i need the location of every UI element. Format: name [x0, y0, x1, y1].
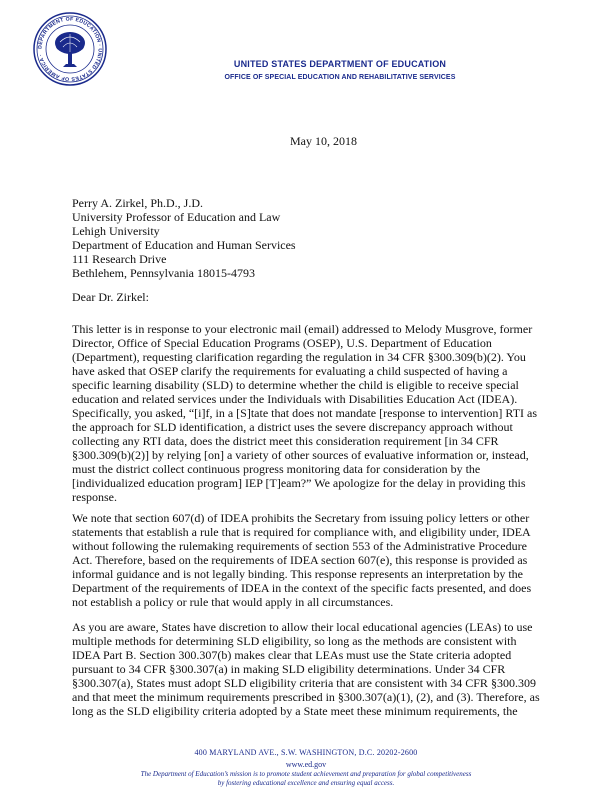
recipient-line: 111 Research Drive — [72, 252, 167, 266]
salutation: Dear Dr. Zirkel: — [72, 290, 149, 304]
recipient-line: University Professor of Education and Law — [72, 210, 281, 224]
paragraph-line: without following the rulemaking requirements of section 553 of the Administrative Procedure — [72, 539, 527, 553]
paragraph-line: This letter is in response to your electronic mail (email) addressed to Melody Musgrove, former — [72, 322, 533, 336]
paragraph-line: Act. Therefore, based on the requirements of IDEA section 607(e), this response is provided as — [72, 553, 528, 567]
paragraph-line: Specifically, you asked, “[i]f, in a [S]tate that does not mandate [response to intervention] RTI as — [72, 406, 538, 420]
recipient-line: Perry A. Zirkel, Ph.D., J.D. — [72, 196, 203, 210]
letterhead — [140, 59, 540, 81]
paragraph-line: §300.309(b)(2)] by relying [on] a variety of other sources of evaluative information or, instead, — [72, 448, 529, 462]
paragraph-line: statements that establish a rule that is required for compliance with, and eligibility under, IDEA — [72, 525, 531, 539]
paragraph-line: response. — [72, 490, 117, 504]
paragraph-line: §300.307(a), States must adopt SLD eligibility criteria that are consistent with 34 CFR §300.309 — [72, 676, 536, 690]
paragraph-line: As you are aware, States have discretion to allow their local educational agencies (LEAs) to use — [72, 620, 533, 634]
paragraph-line: not establish a policy or rule that would apply in all circumstances. — [72, 595, 394, 609]
paragraph-line: multiple methods for determining SLD eligibility, so long as the methods are consistent with — [72, 634, 517, 648]
paragraph-line: specific learning disability (SLD) to determine whether the child is eligible to receive special — [72, 378, 519, 392]
paragraph-line: long as the SLD eligibility criteria adopted by a State meet these minimum requirements, the — [72, 704, 518, 718]
recipient-line: Lehigh University — [72, 224, 160, 238]
paragraph-line: the approach for SLD identification, a district uses the severe discrepancy approach without — [72, 420, 513, 434]
body-paragraph-3 — [72, 620, 550, 718]
paragraph-line: IDEA Part B. Section 300.307(b) makes clear that LEAs must use the State criteria adopted — [72, 648, 512, 662]
paragraph-line: pursuant to 34 CFR §300.307(a) in making SLD eligibility determinations. Under 34 CFR — [72, 662, 506, 676]
paragraph-line: Director, Office of Special Education Programs (OSEP), U.S. Department of Education — [72, 336, 492, 350]
paragraph-line: (Department), requesting clarification regarding the regulation in 34 CFR §300.309(b)(2). You — [72, 350, 526, 364]
footer-mission — [0, 770, 612, 788]
paragraph-line: informal guidance and is not legally binding. This response represents an interpretation by the — [72, 567, 523, 581]
paragraph-line: Department of the requirements of IDEA in the context of the specific facts presented, and does — [72, 581, 532, 595]
mission-line: The Department of Education’s mission is to promote student achievement and preparation for global competitiveness — [140, 770, 472, 778]
paragraph-line: and that meet the minimum requirements prescribed in §300.307(a)(1), (2), and (3). Therefore, as — [72, 690, 540, 704]
letter-date: May 10, 2018 — [290, 134, 357, 148]
department-seal-logo — [33, 12, 107, 86]
paragraph-line: have asked that OSEP clarify the requirements for evaluating a child suspected of having a — [72, 364, 508, 378]
paragraph-line: education and related services under the Individuals with Disabilities Education Act (IDEA). — [72, 392, 518, 406]
department-title: UNITED STATES DEPARTMENT OF EDUCATION — [233, 59, 447, 69]
body-paragraph-1 — [72, 322, 550, 504]
paragraph-line: must the district collect continuous progress monitoring data for consideration by the — [72, 462, 481, 476]
recipient-line: Bethlehem, Pennsylvania 18015-4793 — [72, 266, 255, 280]
svg-text:DEPARTMENT OF EDUCATION · UNIT: DEPARTMENT OF EDUCATION · UNITED STATES OF AMERICA · — [37, 16, 103, 82]
paragraph-line: collecting any RTI data, does the district meet this consideration requirement [in 34 CFR — [72, 434, 499, 448]
paragraph-line: We note that section 607(d) of IDEA prohibits the Secretary from issuing policy letters or other — [72, 511, 530, 525]
body-paragraph-2 — [72, 511, 550, 609]
paragraph-line: [individualized education program] IEP [T]eam?” We apologize for the delay in providing this — [72, 476, 526, 490]
mission-line: by fostering educational excellence and ensuring equal access. — [217, 779, 395, 787]
footer-address: 400 MARYLAND AVE., S.W. WASHINGTON, D.C. 20202-2600 — [194, 748, 418, 757]
footer-website: www.ed.gov — [285, 760, 327, 769]
recipient-address — [72, 196, 296, 280]
office-title: OFFICE OF SPECIAL EDUCATION AND REHABILITATIVE SERVICES — [224, 74, 456, 81]
recipient-line: Department of Education and Human Services — [72, 238, 296, 252]
